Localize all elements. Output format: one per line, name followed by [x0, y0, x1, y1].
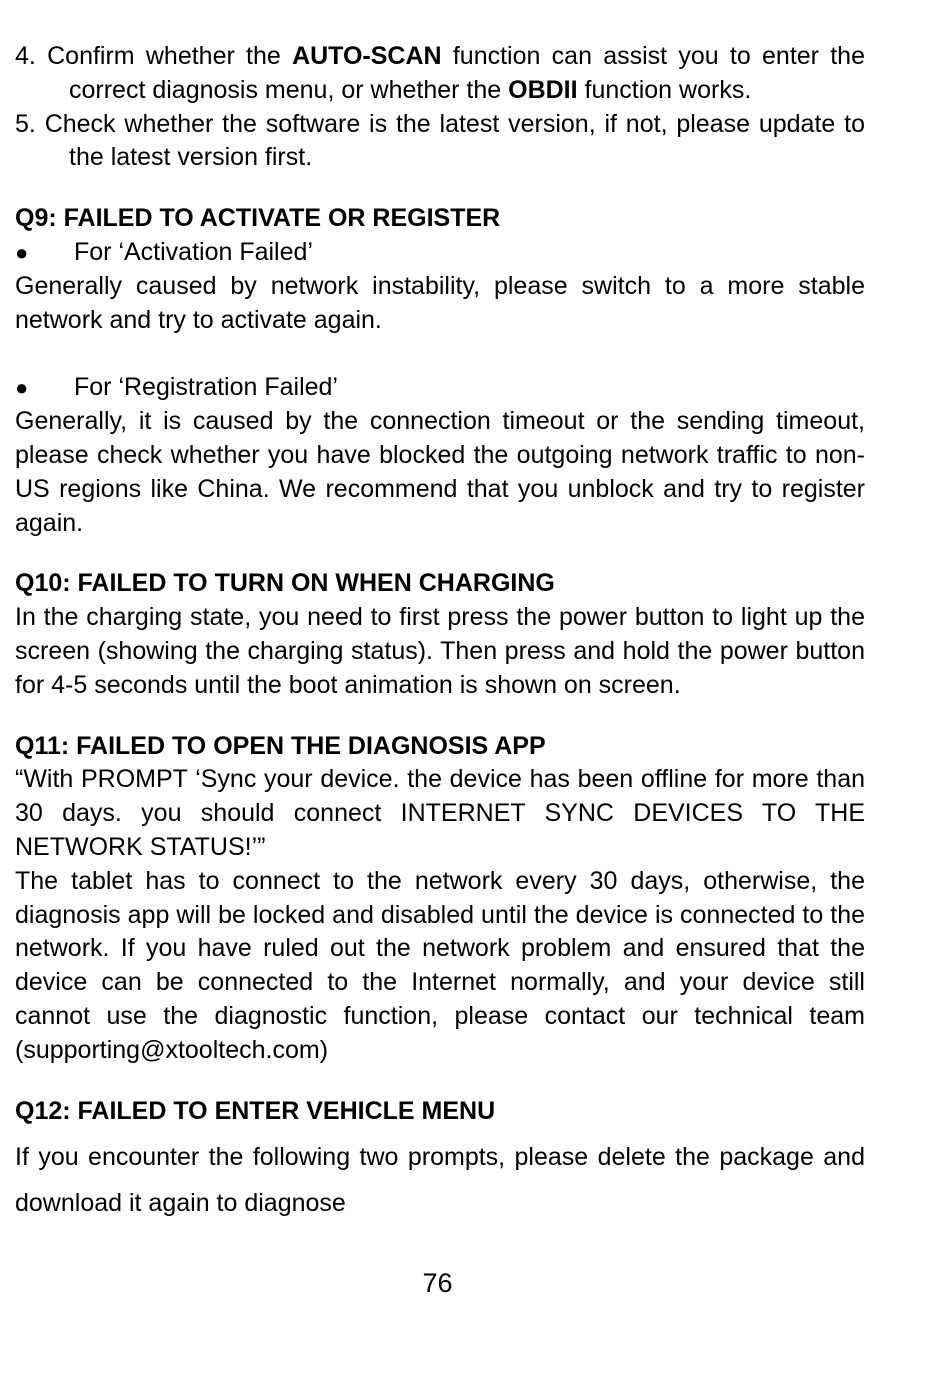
step-5-number: 5. — [15, 109, 36, 138]
q12-text: If you encounter the following two prompts, please delete the package and download it again to diagnose — [15, 1143, 865, 1218]
q9-activation-label: For ‘Activation Failed’ — [74, 237, 313, 266]
step-4-autoscan: AUTO-SCAN — [292, 42, 442, 70]
manual-page-content — [15, 40, 865, 1226]
step-4-text-c: function works. — [577, 75, 752, 104]
bullet-icon: ● — [15, 375, 29, 401]
q11-prompt: “With PROMPT ‘Sync your device. the device has been offline for more than 30 days. you should connect INTERNET SYNC DEVICES TO THE NETWORK STATUS!’” — [15, 765, 865, 861]
q9-registration-text: Generally, it is caused by the connection timeout or the sending timeout, please check whether you have blocked the outgoing network traffic to non-US regions like China. We recommend that you unblock and try to register again. — [15, 407, 865, 537]
q11-heading: Q11: FAILED TO OPEN THE DIAGNOSIS APP — [15, 731, 546, 760]
q12-heading: Q12: FAILED TO ENTER VEHICLE MENU — [15, 1096, 496, 1125]
step-4-number: 4. — [15, 42, 36, 70]
q10-heading: Q10: FAILED TO TURN ON WHEN CHARGING — [15, 569, 555, 598]
step-4 — [15, 40, 865, 108]
step-4-text-b: function can assist you to enter the correct diagnosis menu, or whether the — [69, 42, 865, 104]
step-5 — [15, 108, 865, 176]
step-4-obdii: OBDII — [508, 75, 578, 104]
q9-registration-label: For ‘Registration Failed’ — [74, 373, 338, 402]
q9-activation-text: Generally caused by network instability, please switch to a more stable network and try to activate again. — [15, 271, 865, 334]
q9-heading: Q9: FAILED TO ACTIVATE OR REGISTER — [15, 204, 501, 233]
q9-activation-bullet — [15, 236, 865, 270]
q11-text: The tablet has to connect to the network every 30 days, otherwise, the diagnosis app will be locked and disabled until the device is connected to the network. If you have ruled out the network problem and ensured that the device can be connected to the Internet normally, and your device still cannot use the diagnostic function, please contact our technical team (supporting@xtooltech.com) — [15, 866, 865, 1064]
step-4-text-a: Confirm whether the — [35, 42, 293, 70]
page-number: 76 — [422, 1268, 453, 1298]
step-5-text: Check whether the software is the latest version, if not, please update to the latest version first. — [35, 109, 865, 172]
q10-text: In the charging state, you need to first press the power button to light up the screen (showing the charging status). Then press and hold the power button for 4-5 seconds until the boot animation is shown on screen. — [15, 603, 865, 699]
bullet-icon: ● — [15, 239, 29, 265]
q9-registration-bullet — [15, 371, 865, 405]
